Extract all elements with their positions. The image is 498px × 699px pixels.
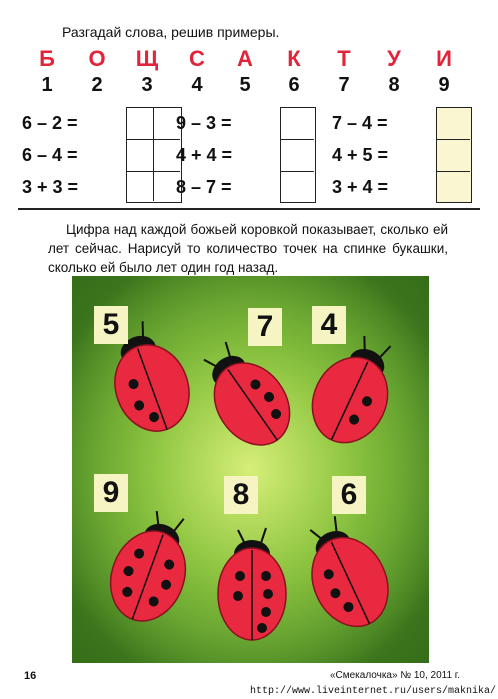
cipher-letter: А bbox=[237, 46, 253, 71]
age-card: 9 bbox=[94, 474, 128, 512]
example: 8 – 7 = bbox=[176, 177, 232, 197]
answer-grid[interactable] bbox=[436, 107, 472, 203]
answer-grid[interactable] bbox=[280, 107, 316, 203]
age-card: 6 bbox=[332, 476, 366, 514]
instruction: Разгадай слова, решив примеры. bbox=[62, 24, 280, 40]
example: 6 – 2 = bbox=[22, 113, 78, 133]
cipher-letter: Щ bbox=[135, 46, 159, 71]
source-url: http://www.liveinternet.ru/users/maknika/ bbox=[249, 686, 496, 697]
example: 6 – 4 = bbox=[22, 145, 78, 165]
example: 4 + 5 = bbox=[332, 145, 389, 165]
task-text-content: Цифра над каждой божьей коровкой показывает, сколько ей лет сейчас. Нарисуй то количество точек на спинке букашки, сколько ей было лет один год назад. bbox=[48, 222, 448, 275]
magazine-credit: «Смекалочка» № 10, 2011 г. bbox=[329, 670, 460, 681]
cipher-letter: И bbox=[436, 46, 452, 71]
cipher-digit: 3 bbox=[141, 74, 153, 96]
page-number: 16 bbox=[24, 670, 37, 682]
ladybug-illustration bbox=[72, 276, 429, 663]
cipher-letter: С bbox=[189, 46, 205, 71]
answer-grid[interactable] bbox=[126, 107, 182, 203]
cipher-digit: 6 bbox=[288, 74, 300, 96]
cipher-letter: К bbox=[287, 46, 301, 71]
cipher-letter: У bbox=[387, 46, 401, 71]
example-group-3 bbox=[332, 107, 472, 203]
cipher-letter: Б bbox=[39, 46, 55, 71]
cipher-letter: Т bbox=[337, 46, 351, 71]
example: 9 – 3 = bbox=[176, 113, 232, 133]
example-group-1 bbox=[22, 107, 162, 203]
cipher-digit: 4 bbox=[191, 74, 203, 96]
cipher-digit: 7 bbox=[338, 74, 350, 96]
age-card: 8 bbox=[224, 476, 258, 514]
cipher-digit: 1 bbox=[41, 74, 53, 96]
age-card: 4 bbox=[312, 306, 346, 344]
example: 4 + 4 = bbox=[176, 145, 233, 165]
section-divider bbox=[18, 208, 480, 210]
cipher-digits-row bbox=[0, 74, 498, 98]
age-card: 5 bbox=[94, 306, 128, 344]
task-text bbox=[48, 220, 448, 277]
cipher-digit: 8 bbox=[388, 74, 400, 96]
cipher-digit: 2 bbox=[91, 74, 103, 96]
age-card: 7 bbox=[248, 308, 282, 346]
cipher-digit: 5 bbox=[239, 74, 251, 96]
cipher-digit: 9 bbox=[438, 74, 450, 96]
cipher-letters-row bbox=[0, 46, 498, 70]
cipher-letter: О bbox=[88, 46, 106, 71]
example: 7 – 4 = bbox=[332, 113, 388, 133]
example: 3 + 4 = bbox=[332, 177, 389, 197]
example-group-2 bbox=[176, 107, 316, 203]
example: 3 + 3 = bbox=[22, 177, 79, 197]
